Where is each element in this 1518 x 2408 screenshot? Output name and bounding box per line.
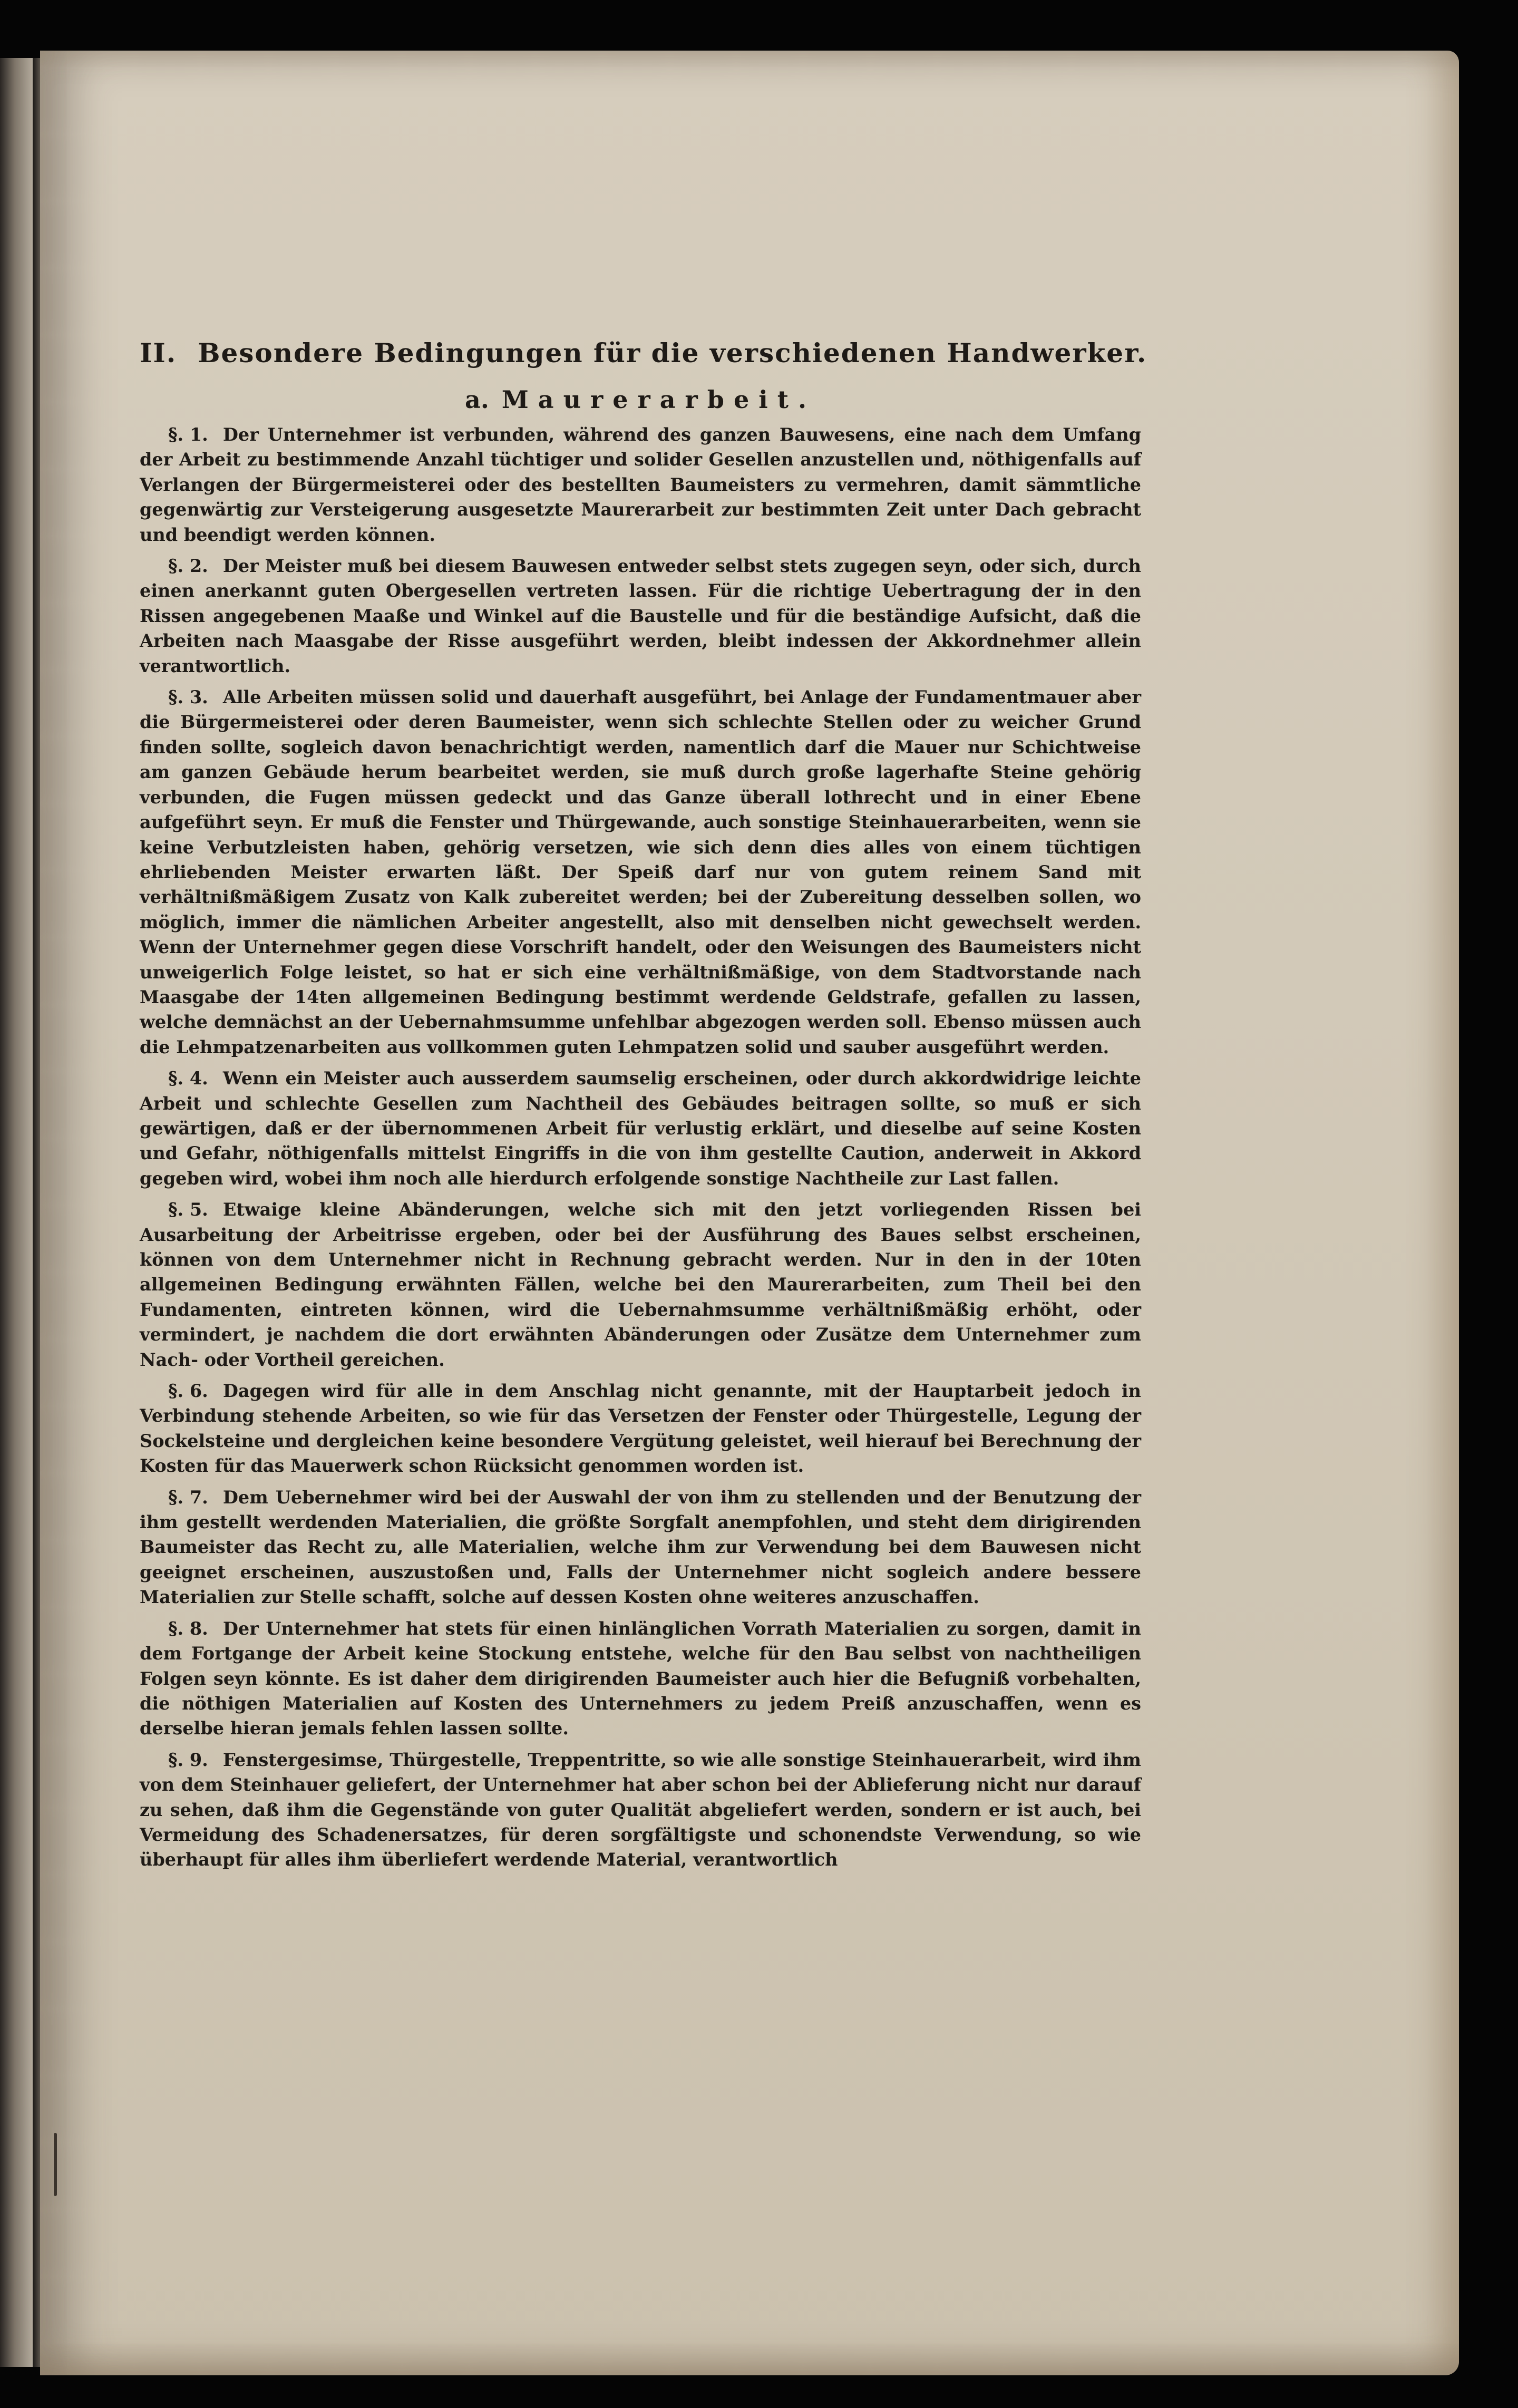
paragraph-text: Dem Uebernehmer wird bei der Auswahl der von ihm zu stellenden und der Benutzung der ihm gestellt werdenden Materialien, die größte Sorgfalt anempfohlen, und steht dem dirigirenden Baumeister das Recht zu, alle Materialien, welche ihm zur Verwendung bei dem Bauwesen nicht geeignet erscheinen, auszustoßen und, Falls der Unternehmer nicht sogleich andere bessere Materialien zur Stelle schafft, solche auf dessen Kosten ohne weiteres anzuschaffen. <box>140 1487 1141 1608</box>
paragraph-text: Etwaige kleine Abänderungen, welche sich mit den jetzt vorliegenden Rissen bei Ausarbeitung der Arbeitrisse ergeben, oder bei der Ausführung des Baues selbst erscheinen, können von dem Unternehmer nicht in Rechnung gebracht werden. Nur in den in der 10ten allgemeinen Bedingung erwähnten Fällen, welche bei den Maurerarbeiten, zum Theil bei den Fundamenten, eintreten können, wird die Uebernahmsumme verhältnißmäßig erhöht, oder vermindert, je nachdem die dort erwähnten Abänderungen oder Zusätze dem Unternehmer zum Nach- oder Vortheil gereichen. <box>140 1199 1141 1370</box>
book-gutter <box>33 58 40 2367</box>
section-title: Besondere Bedingungen für die verschiedenen Handwerker. <box>198 337 1147 368</box>
paragraph-number: §. 3. <box>168 687 208 708</box>
paragraph-number: §. 5. <box>168 1199 208 1220</box>
subsection-heading <box>140 383 1141 416</box>
paragraph-text: Dagegen wird für alle in dem Anschlag nicht genannte, mit der Hauptarbeit jedoch in Verbindung stehende Arbeiten, so wie für das Versetzen der Fenster oder Thürgestelle, Legung der Sockelsteine und dergleichen keine besondere Vergütung geleistet, weil hierauf bei Berechnung der Kosten für das Mauerwerk schon Rücksicht genommen worden ist. <box>140 1381 1141 1477</box>
document-text <box>140 335 1147 1872</box>
paragraph-3 <box>140 685 1141 1060</box>
paragraph-number: §. 2. <box>168 556 208 577</box>
paragraph-text: Fenstergesimse, Thürgestelle, Treppentritte, so wie alle sonstige Steinhauerarbeit, wird ihm von dem Steinhauer geliefert, der Unternehmer hat aber schon bei der Ablieferung nicht nur darauf zu sehen, daß ihm die Gegenstände von guter Qualität abgeliefert werden, sondern er ist auch, bei Vermeidung des Schadenersatzes, für deren sorgfältigste und schonendste Verwendung, so wie überhaupt für alles ihm überliefert werdende Material, verantwortlich <box>140 1749 1141 1870</box>
subsection-letter: a. <box>465 385 489 414</box>
paragraph-number: §. 6. <box>168 1381 208 1402</box>
paragraph-8 <box>140 1616 1141 1741</box>
section-heading <box>140 335 1147 372</box>
paragraph-number: §. 8. <box>168 1618 208 1639</box>
paragraph-6 <box>140 1378 1141 1479</box>
paragraph-9 <box>140 1747 1141 1872</box>
gutter-mark <box>54 2133 57 2196</box>
paragraph-number: §. 9. <box>168 1749 208 1770</box>
paragraph-text: Der Unternehmer ist verbunden, während des ganzen Bauwesens, eine nach dem Umfang der Arbeit zu bestimmende Anzahl tüchtiger und solider Gesellen anzustellen und, nöthigenfalls auf Verlangen der Bürgermeisterei oder des bestellten Baumeisters zu vermehren, damit sämmtliche gegenwärtig zur Versteigerung ausgesetzte Maurerarbeit zur bestimmten Zeit unter Dach gebracht und beendigt werden können. <box>140 424 1141 545</box>
facing-page-edge <box>0 58 35 2367</box>
paragraph-1 <box>140 422 1141 547</box>
paragraph-4 <box>140 1066 1141 1191</box>
paragraph-number: §. 7. <box>168 1487 208 1508</box>
paragraph-number: §. 4. <box>168 1068 208 1089</box>
subsection-title: Maurerarbeit. <box>501 385 816 414</box>
paragraph-5 <box>140 1197 1141 1372</box>
paragraph-text: Wenn ein Meister auch ausserdem saumselig erscheinen, oder durch akkordwidrige leichte Arbeit und schlechte Gesellen zum Nachtheil des Gebäudes beitragen sollte, so muß er sich gewärtigen, daß er der übernommenen Arbeit für verlustig erklärt, und dieselbe auf seine Kosten und Gefahr, nöthigenfalls mittelst Eingriffs in die von ihm gestellte Caution, anderweit in Akkord gegeben wird, wobei ihm noch alle hierdurch erfolgende sonstige Nachtheile zur Last fallen. <box>140 1068 1141 1189</box>
paragraph-text: Der Unternehmer hat stets für einen hinlänglichen Vorrath Materialien zu sorgen, damit in dem Fortgange der Arbeit keine Stockung entstehe, welche für den Bau selbst von nachtheiligen Folgen seyn könnte. Es ist daher dem dirigirenden Baumeister auch hier die Befugniß vorbehalten, die nöthigen Materialien auf Kosten des Unternehmers zu jedem Preiß anzuschaffen, wenn es derselbe hieran jemals fehlen lassen sollte. <box>140 1618 1141 1739</box>
section-number: II. <box>140 337 177 368</box>
paragraph-text: Alle Arbeiten müssen solid und dauerhaft ausgeführt, bei Anlage der Fundamentmauer aber die Bürgermeisterei oder deren Baumeister, wenn sich schlechte Stellen oder zu weicher Grund finden sollte, sogleich davon benachrichtigt werden, namentlich darf die Mauer nur Schichtweise am ganzen Gebäude herum bearbeitet werden, sie muß durch große lagerhafte Steine gehörig verbunden, die Fugen müssen gedeckt und das Ganze überall lothrecht und in einer Ebene aufgeführt seyn. Er muß die Fenster und Thürgewande, auch sonstige Steinhauerarbeiten, wenn sie keine Verbutzleisten haben, gehörig versetzen, wie sich denn dies alles von einem tüchtigen ehrliebenden Meister erwarten läßt. Der Speiß darf nur von gutem reinem Sand mit verhältnißmäßigem Zusatz von Kalk zubereitet werden; bei der Zubereitung desselben sollen, wo möglich, immer die nämlichen Arbeiter angestellt, also mit denselben nicht gewechselt werden. Wenn der Unternehmer gegen diese Vorschrift handelt, oder den Weisungen des Baumeisters nicht unweigerlich Folge leistet, so hat er sich eine verhältnißmäßige, von dem Stadtvorstande nach Maasgabe der 14ten allgemeinen Bedingung bestimmt werdende Geldstrafe, gefallen zu lassen, welche demnächst an der Uebernahmsumme unfehlbar abgezogen werden soll. Ebenso müssen auch die Lehmpatzenarbeiten aus vollkommen guten Lehmpatzen solid und sauber ausgeführt werden. <box>140 687 1141 1057</box>
paragraph-7 <box>140 1485 1141 1610</box>
paragraph-number: §. 1. <box>168 424 208 445</box>
paragraph-text: Der Meister muß bei diesem Bauwesen entweder selbst stets zugegen seyn, oder sich, durch einen anerkannt guten Obergesellen vertreten lassen. Für die richtige Uebertragung der in den Rissen angegebenen Maaße und Winkel auf die Baustelle und für die beständige Aufsicht, daß die Arbeiten nach Maasgabe der Risse ausgeführt werden, bleibt indessen der Akkordnehmer allein verantwortlich. <box>140 556 1141 676</box>
paragraph-2 <box>140 554 1141 678</box>
